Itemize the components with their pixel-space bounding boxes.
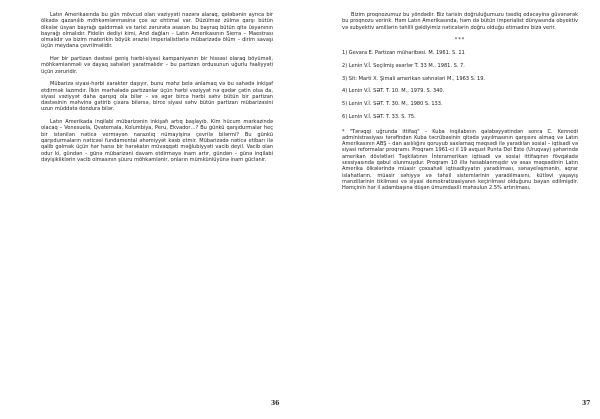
reference-item: 2) Lenin V.İ. Seçilmiş əsərlər T. 33 M., 1981. S. 7. (342, 62, 465, 69)
paragraph: Hər bir partizan dəstəsi geniş hərbi-siyasi kampaniyanın bir hissəsi olaraq böyüməli, möhkəmlənməli və dayaq sahələri yaratmalıdır – bu partizan ordusunun uğurlu fəaliyyəti üçün zəruridir. (41, 56, 273, 75)
reference-item: 6) Lenin V.İ. SƏT. T. 33. S. 75. (342, 114, 416, 121)
reference-item: 3) Sit: Marti X. Şimali amerikan səhnələri M., 1963 S. 19. (342, 75, 486, 82)
section-separator: *** (454, 37, 466, 44)
right-page (300, 0, 600, 419)
page-number: 36 (271, 400, 280, 407)
reference-item: 4) Lenin V.İ. SƏT. T. 10. M., 1979. S. 340. (342, 88, 445, 95)
reference-item: 5) Lenin V.İ. SƏT. T. 30. M., 1980 S. 133. (342, 101, 443, 108)
footnote: * "Tərəqqi uğrunda ittifaq" – Kuba inqilabının qələbəyyətindən sonra C. Kennedi administrasiyası tərəfindən Kuba təcrübəsinin qitədə yayılmasının qarşısını almaq və Latın Amerikasının ABŞ – dan asılılığını qoruyub saxlamaq məqsədi ilə yaradılan sosial – iqtisadi və siyasi reformalar proqramı. Proqram 1961-ci il 19 avqust Punta Del Este (Uruqvay) şəhərində amerikan dövlətləri Təşkilatının İnteramerikan iqtisadi və sosial ittifaqının fövqəladə sessiyasında qəbul olunmuşdur. Proqram 10 illə hesablanmışdır və əsas məqsədinin Latın Amerika ölkələrində müasir çoxsahəli iqtisadiyyatın yaradılması, sənayeləşmənin, aqrar islahatların, müasir səhiyyə və təhsil sistemlərinin yaradılmasını, kütləvi yaşayış mənzillərinin tikilməsi və siyasi demokratizasiyanın keçirilməsi olduğunu bəyan edilmişdir. Həmçinin hər il adambaşına düşən ümumdaxili məhsulun 2.5% artırılması, (342, 128, 578, 192)
paragraph: Mübarizə siyasi-hərbi xarakter daşıyır, bunu məhz belə anlamaq və bu sahədə inkişaf etdirmək lazımdır. İlkin mərhələdə partizanlar üçün hərbi vəziyyət nə qədər çətin olsa da, siyasi vəziyyət daha qarışıq ola bilər – və əgər bircə hərbi səhv bütün bir partizan dəstəsinin məhvinə gətirib çıxara bilərsə, birce siyasi səhv bütün partizan mübarizəsini uzun müddətə dondura bilər. (41, 81, 273, 113)
page-number: 37 (582, 400, 591, 407)
left-page-text (41, 12, 273, 163)
reference-item: 1) Gevara E. Partizan müharibəsi. M. 1961. S. 11 (342, 49, 465, 56)
right-page-text (342, 12, 578, 192)
paragraph: Bizim proqnozumuz bu yöndədir. Biz tarixin doğruluğumuzu təsdiq edəcəyinə güvənərək bu proqnozu verirık. Həm Latın Amerikasında, həm də bütün imperialist dünyasında obyektiv və subyektiv amillərin təhlili gəldiyimiz nəticələrin doğru olduğu etimadını bizə verir. (342, 12, 578, 31)
paragraph: Latın Amerikada inqilabi mübarizənin inkişafı artıq başlayıb. Kim hücum mərkəzində olacaq – Venesuela, Qvatemala, Kolumbiya, Peru, Ekvador…? Bu günkü qarşıdurmalar heç bir istənilən nəticə verməyən narazılıq nümayişinə çevrilə bilərmi? Bu günkü qarşıdurmaların nəticəsi fundamental əhəmiyyət kəsb etmir. Mübarizədə nəticə etibarı ilə qalib gəlmək üçün hər hansı bir hərəkatın müvəqqəti məğlubiyyəti vacib deyil. Vacib olan odur ki, gündən – günə mübarizəni davam etdirməyə inam artır, gündən – günə inqilabi dəyişikliklərin vacib olmasının şüuru möhkəmlənir, onların mümkünlüyünə inam güclənir. (41, 119, 273, 163)
paragraph: Latın Amerikasında bu gün mövcud olan vəziyyəti nəzərə alaraq, qələbənin ayrıca bir ölkədə qazanılıb möhkəmlənməsinə çox az ehtimal var. Düzülməz zülmə qarşı bütün ölkələr üsyan bayrağı qaldırmalı və tarixi zərurətə əsasən bu bayraq bütün qitə üsyanının bayrağı olmalıdır. Fidelin dediyi kimi, And dağları – Latın Amerikasının Sierra – Maestrası olmalıdır və bizim materikin böyük ərazisi imperialistlərlə mübarizədə ölüm – dirim savaşı üçün meydana çevrilməlidir. (41, 12, 273, 50)
